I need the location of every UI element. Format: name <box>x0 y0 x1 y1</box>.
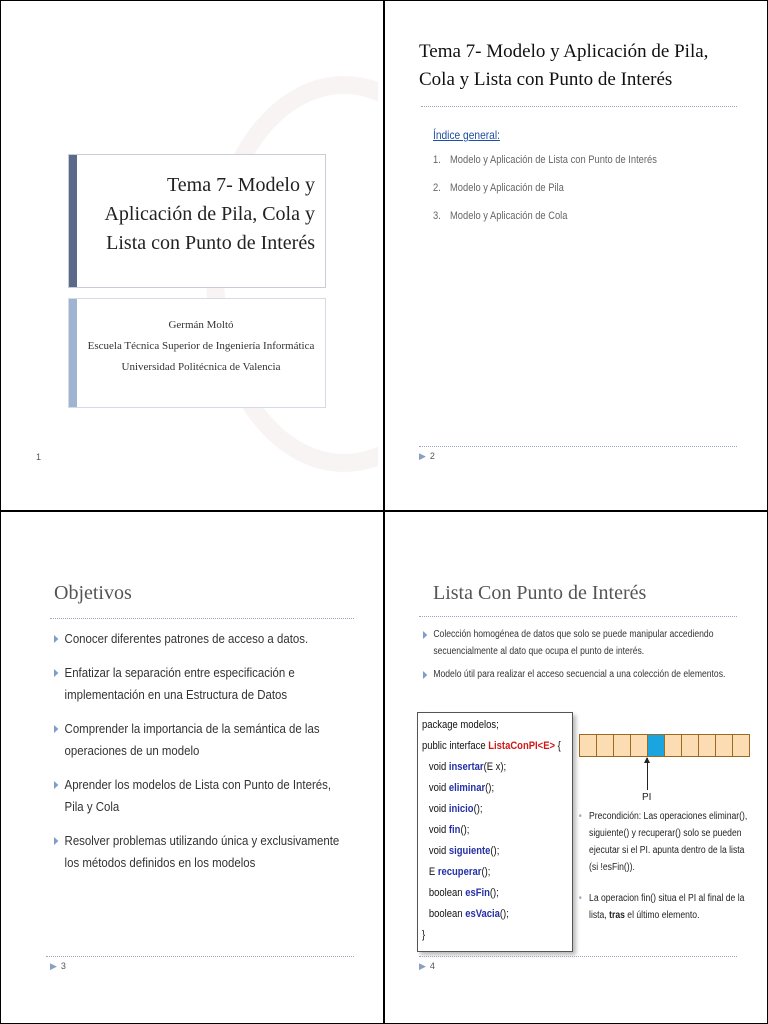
code-line: void eliminar(); <box>428 782 495 794</box>
code-box <box>417 712 573 952</box>
list-item: Modelo útil para realizar el acceso secuencial a una colección de elementos. <box>423 666 753 683</box>
footer-arrow-icon: ▶ <box>419 451 426 461</box>
footer-divider <box>419 446 737 447</box>
objectives-list <box>54 628 344 886</box>
slide-footer <box>419 961 435 972</box>
slide-footer <box>50 961 66 972</box>
code-line: boolean esFin(); <box>428 887 499 899</box>
list-cell <box>732 734 750 757</box>
footer-divider <box>419 956 737 957</box>
code-line: } <box>422 929 426 941</box>
footer-arrow-icon: ▶ <box>50 961 57 971</box>
author-accent-bar <box>69 299 77 407</box>
list-cells-diagram <box>579 734 749 757</box>
slide-title: Lista Con Punto de Interés <box>433 582 647 604</box>
definition-list <box>423 626 743 689</box>
precondition-note: • Precondición: Las operaciones eliminar(), siguiente() y recuperar() solo se pueden ejecutar si el PI. apunta dentro de la lista (si !esFin()). <box>577 808 749 876</box>
list-cell <box>596 734 614 757</box>
title-divider <box>419 616 737 617</box>
code-line: void inicio(); <box>428 803 483 815</box>
code-line: void fin(); <box>428 824 470 836</box>
author-name: Germán Moltó <box>168 319 234 331</box>
slide-4 <box>389 516 761 1016</box>
title-accent-bar <box>69 155 77 287</box>
list-cell <box>715 734 733 757</box>
list-item: Enfatizar la separación entre especificación e implementación en una Estructura de Datos <box>54 662 350 706</box>
list-cell <box>630 734 648 757</box>
slide-footer <box>419 451 435 462</box>
list-item: Resolver problemas utilizando única y exclusivamente los métodos definidos en los modelos <box>54 830 350 874</box>
school-name: Escuela Técnica Superior de Ingeniería Informática <box>87 340 315 352</box>
author-info <box>83 315 319 378</box>
list-cell <box>698 734 716 757</box>
index-list <box>433 152 696 236</box>
code-line: boolean esVacia(); <box>428 908 509 920</box>
list-cell <box>681 734 699 757</box>
pi-arrow-icon <box>647 758 648 790</box>
code-line: package modelos; <box>422 719 499 731</box>
slide-1 <box>6 6 378 506</box>
list-cell-pi <box>647 734 665 757</box>
page-number: 4 <box>429 961 435 971</box>
slide-title: Tema 7- Modelo y Aplicación de Pila, Cola y Lista con Punto de Interés <box>419 41 709 90</box>
list-item: Colección homogénea de datos que solo se puede manipular accediendo secuencialmente al dato que ocupa el punto de interés. <box>423 626 753 660</box>
list-cell <box>579 734 597 757</box>
code-line: E recuperar(); <box>428 866 491 878</box>
title-divider <box>50 618 354 619</box>
list-cell <box>664 734 682 757</box>
title-divider <box>421 106 737 107</box>
pi-label: PI <box>642 792 652 803</box>
notes-list <box>577 808 748 924</box>
list-cell <box>613 734 631 757</box>
page-number: 1 <box>36 452 42 462</box>
slide-title: Objetivos <box>54 582 132 604</box>
slide-2 <box>389 6 761 506</box>
slide-footer <box>36 452 41 462</box>
list-item: Comprender la importancia de la semántica de las operaciones de un modelo <box>54 718 350 762</box>
page-number: 3 <box>60 961 66 971</box>
list-item: Conocer diferentes patrones de acceso a datos. <box>54 628 350 650</box>
interface-name: ListaConPI<E> <box>488 740 556 752</box>
page-number: 2 <box>429 451 435 461</box>
code-line: public interface ListaConPI<E> { <box>422 740 561 752</box>
footer-arrow-icon: ▶ <box>419 961 426 971</box>
author-box <box>68 298 326 408</box>
code-line: void insertar(E x); <box>428 761 507 773</box>
horizontal-divider <box>0 510 768 512</box>
slide-3 <box>6 516 378 1016</box>
footer-divider <box>46 956 354 957</box>
slide-title: Tema 7- Modelo y Aplicación de Pila, Cola y Lista con Punto de Interés <box>104 174 315 254</box>
university-name: Universidad Politécnica de Valencia <box>121 361 281 373</box>
index-item: 2. Modelo y Aplicación de Pila <box>433 182 564 194</box>
title-box <box>68 154 326 288</box>
index-header[interactable]: Índice general: <box>433 128 500 142</box>
list-item: Aprender los modelos de Lista con Punto de Interés, Pila y Cola <box>54 774 350 818</box>
index-item: 3. Modelo y Aplicación de Cola <box>433 210 568 222</box>
vertical-divider <box>383 0 385 1024</box>
code-line: void siguiente(); <box>428 845 500 857</box>
index-item: 1. Modelo y Aplicación de Lista con Punto de Interés <box>433 154 657 166</box>
fin-note: • La operacion fin() situa el PI al final de la lista, tras el último elemento. <box>577 890 749 924</box>
